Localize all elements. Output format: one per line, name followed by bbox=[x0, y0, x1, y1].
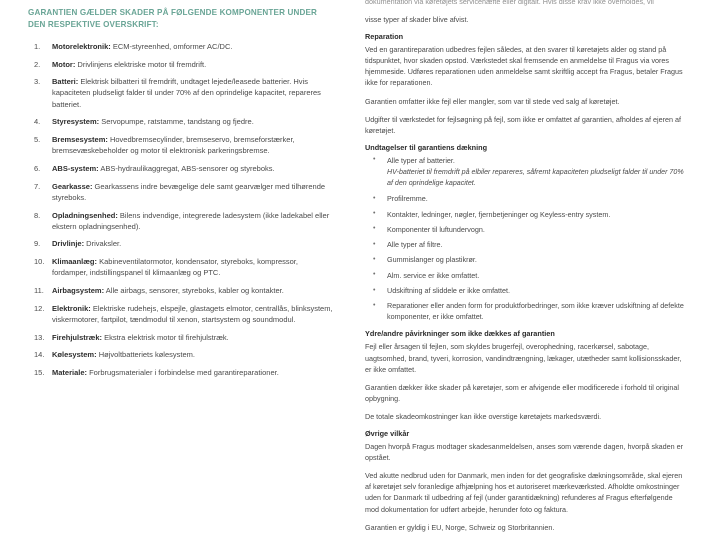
component-label: Styresystem: bbox=[52, 117, 100, 127]
component-text: ABS-hydraulikaggregat, ABS-sensorer og styreboks. bbox=[98, 163, 275, 173]
bullet-text: Udskiftning af sliddele er ikke omfattet. bbox=[387, 286, 511, 295]
list-item bbox=[28, 238, 333, 249]
list-item bbox=[28, 332, 333, 343]
component-text: Hovedbremsecylinder, bremseservo, bremseforstærker, bremsevæskebeholder og motor til elektronisk parkeringsbremse. bbox=[52, 135, 295, 156]
component-label: Motorelektronik: bbox=[52, 41, 111, 51]
component-text: Forbrugsmaterialer i forbindelse med garantireparationer. bbox=[87, 368, 279, 378]
bullet-text: Alle typer af filtre. bbox=[387, 240, 443, 250]
section-heading-ydre-paavirkninger: Ydre/andre påvirkninger som ikke dækkes af garantien bbox=[365, 329, 555, 339]
component-text: Alle airbags, sensorer, styreboks, kabler og kontakter. bbox=[104, 286, 284, 296]
bullet-text: Profilremme. bbox=[387, 194, 428, 204]
paragraph: Ved akutte nedbrud uden for Danmark, men inden for det geografiske dækningsområde, skal ejeren af køretøjet selv foranledige afhjælpning hos et autoriseret mærkeværksted. Afholdte omkostninger uden for Danmark til udbedring af fejl (under garantidækning) refunderes af Fragus efterfølgende mod dokumentation for udført arbejde, herunder foto og faktura. bbox=[365, 471, 683, 514]
component-label: Klimaanlæg: bbox=[52, 257, 98, 267]
list-item bbox=[28, 134, 333, 156]
intro-continuation: visse typer af skader blive afvist. bbox=[365, 15, 469, 25]
covered-components-list bbox=[28, 41, 333, 378]
component-label: Airbagsystem: bbox=[52, 286, 105, 296]
section-heading-reparation: Reparation bbox=[365, 32, 404, 42]
list-item bbox=[28, 41, 333, 52]
component-label: Bremsesystem: bbox=[52, 135, 108, 145]
list-item bbox=[28, 163, 333, 174]
bullet-text: Gummislanger og plastikrør. bbox=[387, 255, 477, 265]
component-label: Opladningsenhed: bbox=[52, 210, 118, 220]
paragraph: Udgifter til værkstedet for fejlsøgning på fejl, som ikke er omfattet af garantien, afholdes af ejeren af køretøjet. bbox=[365, 114, 682, 135]
list-item bbox=[365, 224, 686, 235]
component-label: Elektronik: bbox=[52, 303, 91, 313]
list-item bbox=[28, 303, 333, 325]
component-text: ECM-styreenhed, omformer AC/DC. bbox=[110, 41, 233, 51]
bullet-subnote: HV-batteriet til fremdrift på elbiler repareres, såfremt kapaciteten pludseligt falder til under 70% af den oprindelige kapacitet. bbox=[387, 167, 684, 188]
component-label: Batteri: bbox=[52, 77, 79, 87]
component-text: Kabineventilatormotor, kondensator, styreboks, kompressor, fordamper, indstillingspanel til klimaanlæg og PTC. bbox=[52, 257, 298, 278]
component-label: Materiale: bbox=[52, 368, 88, 378]
warranty-components-heading: GARANTIEN GÆLDER SKADER PÅ FØLGENDE KOMPONENTER UNDER DEN RESPEKTIVE OVERSKRIFT: bbox=[28, 8, 317, 30]
component-label: Motor: bbox=[52, 59, 76, 69]
paragraph: Ved en garantireparation udbedres fejlen således, at den svarer til køretøjets alder og stand på tidspunktet, hvor skaden opstod. Værkstedet skal fremsende en anmeldelse til Fragus via vores hjemmeside. Udføres reparationen uden anmeldelse samt skriftlig accept fra Fragus, betaler Fragus ikke for reparationen. bbox=[365, 45, 683, 88]
list-item bbox=[28, 256, 333, 278]
component-label: Drivlinje: bbox=[52, 239, 85, 249]
component-text: Drivaksler. bbox=[84, 239, 122, 249]
component-label: Kølesystem: bbox=[52, 350, 97, 360]
list-item bbox=[365, 254, 686, 265]
component-label: Firehjulstræk: bbox=[52, 332, 103, 342]
component-label: Gearkasse: bbox=[52, 181, 93, 191]
list-item bbox=[365, 239, 686, 250]
bullet-text: Reparationer eller anden form for produktforbedringer, som ikke kræver udskiftning af defekte komponenter, er ikke omfattet. bbox=[387, 301, 684, 322]
list-item bbox=[365, 209, 686, 220]
bullet-text: Komponenter til luftundervogn. bbox=[387, 224, 485, 234]
exclusions-list bbox=[365, 155, 686, 323]
left-column bbox=[0, 0, 355, 473]
component-text: Ekstra elektrisk motor til firehjulstræk. bbox=[102, 332, 229, 342]
list-item bbox=[28, 59, 333, 70]
list-item bbox=[28, 367, 333, 378]
component-text: Bilens indvendige, integrerede ladesystem (ikke ladekabel eller ekstern opladningsenhed). bbox=[52, 210, 330, 231]
list-item bbox=[28, 349, 333, 360]
list-item bbox=[28, 210, 333, 232]
paragraph: Garantien er gyldig i EU, Norge, Schweiz og Storbritannien. bbox=[365, 522, 555, 532]
component-text: Højvoltbatteriets kølesystem. bbox=[96, 350, 195, 360]
paragraph: Fejl eller årsagen til fejlen, som skyldes brugerfejl, overophedning, racerkørsel, sabotage, uagtsomhed, brand, tyveri, korrosion, vandindtrængning, lækager, utætheder samt kollisionsskader, er ikke omfattet. bbox=[365, 342, 682, 374]
paragraph: Garantien dækker ikke skader på køretøjer, som er afvigende eller modificerede i forhold til original opbygning. bbox=[365, 382, 679, 403]
list-item bbox=[28, 76, 333, 110]
list-item bbox=[365, 193, 686, 204]
component-text: Elektriske rudehejs, elspejle, glastagets elmotor, centrallås, blinksystem, viskermotorer, fartpilot, tændmodul til xenon, startsystem og soundmodul. bbox=[52, 303, 333, 324]
section-heading-oevrige-vilkaar: Øvrige vilkår bbox=[365, 429, 410, 439]
bullet-text: Kontakter, ledninger, nøgler, fjernbetjeninger og Keyless-entry system. bbox=[387, 209, 611, 219]
component-text: Gearkassens indre bevægelige dele samt gearvælger med tilhørende styreboks. bbox=[52, 181, 326, 202]
right-column bbox=[355, 0, 710, 532]
list-item bbox=[28, 181, 333, 203]
component-text: Servopumpe, ratstamme, tandstang og fjedre. bbox=[99, 117, 254, 127]
component-text: Drivlinjens elektriske motor til fremdrift. bbox=[75, 59, 207, 69]
list-item bbox=[28, 116, 333, 127]
clipped-continuation-line: dokumentation via køretøjets servicehæfte eller digitalt. Hvis disse krav ikke overholdes, vil bbox=[365, 0, 654, 6]
paragraph: Garantien omfatter ikke fejl eller mangler, som var til stede ved salg af køretøjet. bbox=[365, 96, 620, 106]
section-heading-undtagelser: Undtagelser til garantiens dækning bbox=[365, 142, 488, 152]
bullet-text: Alle typer af batterier. bbox=[387, 155, 455, 165]
list-item bbox=[28, 285, 333, 296]
component-text: Elektrisk bilbatteri til fremdrift, undtaget lejede/leasede batterier. Hvis kapaciteten pludseligt falder til under 70% af den oprindelige kapacitet, repareres batteriet. bbox=[52, 77, 321, 109]
component-label: ABS-system: bbox=[52, 163, 99, 173]
list-item bbox=[365, 300, 686, 322]
bullet-text: Alm. service er ikke omfattet. bbox=[387, 270, 480, 280]
paragraph: Dagen hvorpå Fragus modtager skadesanmeldelsen, anses som værende dagen, hvorpå skaden er opstået. bbox=[365, 442, 684, 463]
list-item bbox=[365, 270, 686, 281]
list-item bbox=[365, 285, 686, 296]
paragraph: De totale skadeomkostninger kan ikke overstige køretøjets markedsværdi. bbox=[365, 411, 602, 421]
list-item bbox=[365, 155, 686, 189]
